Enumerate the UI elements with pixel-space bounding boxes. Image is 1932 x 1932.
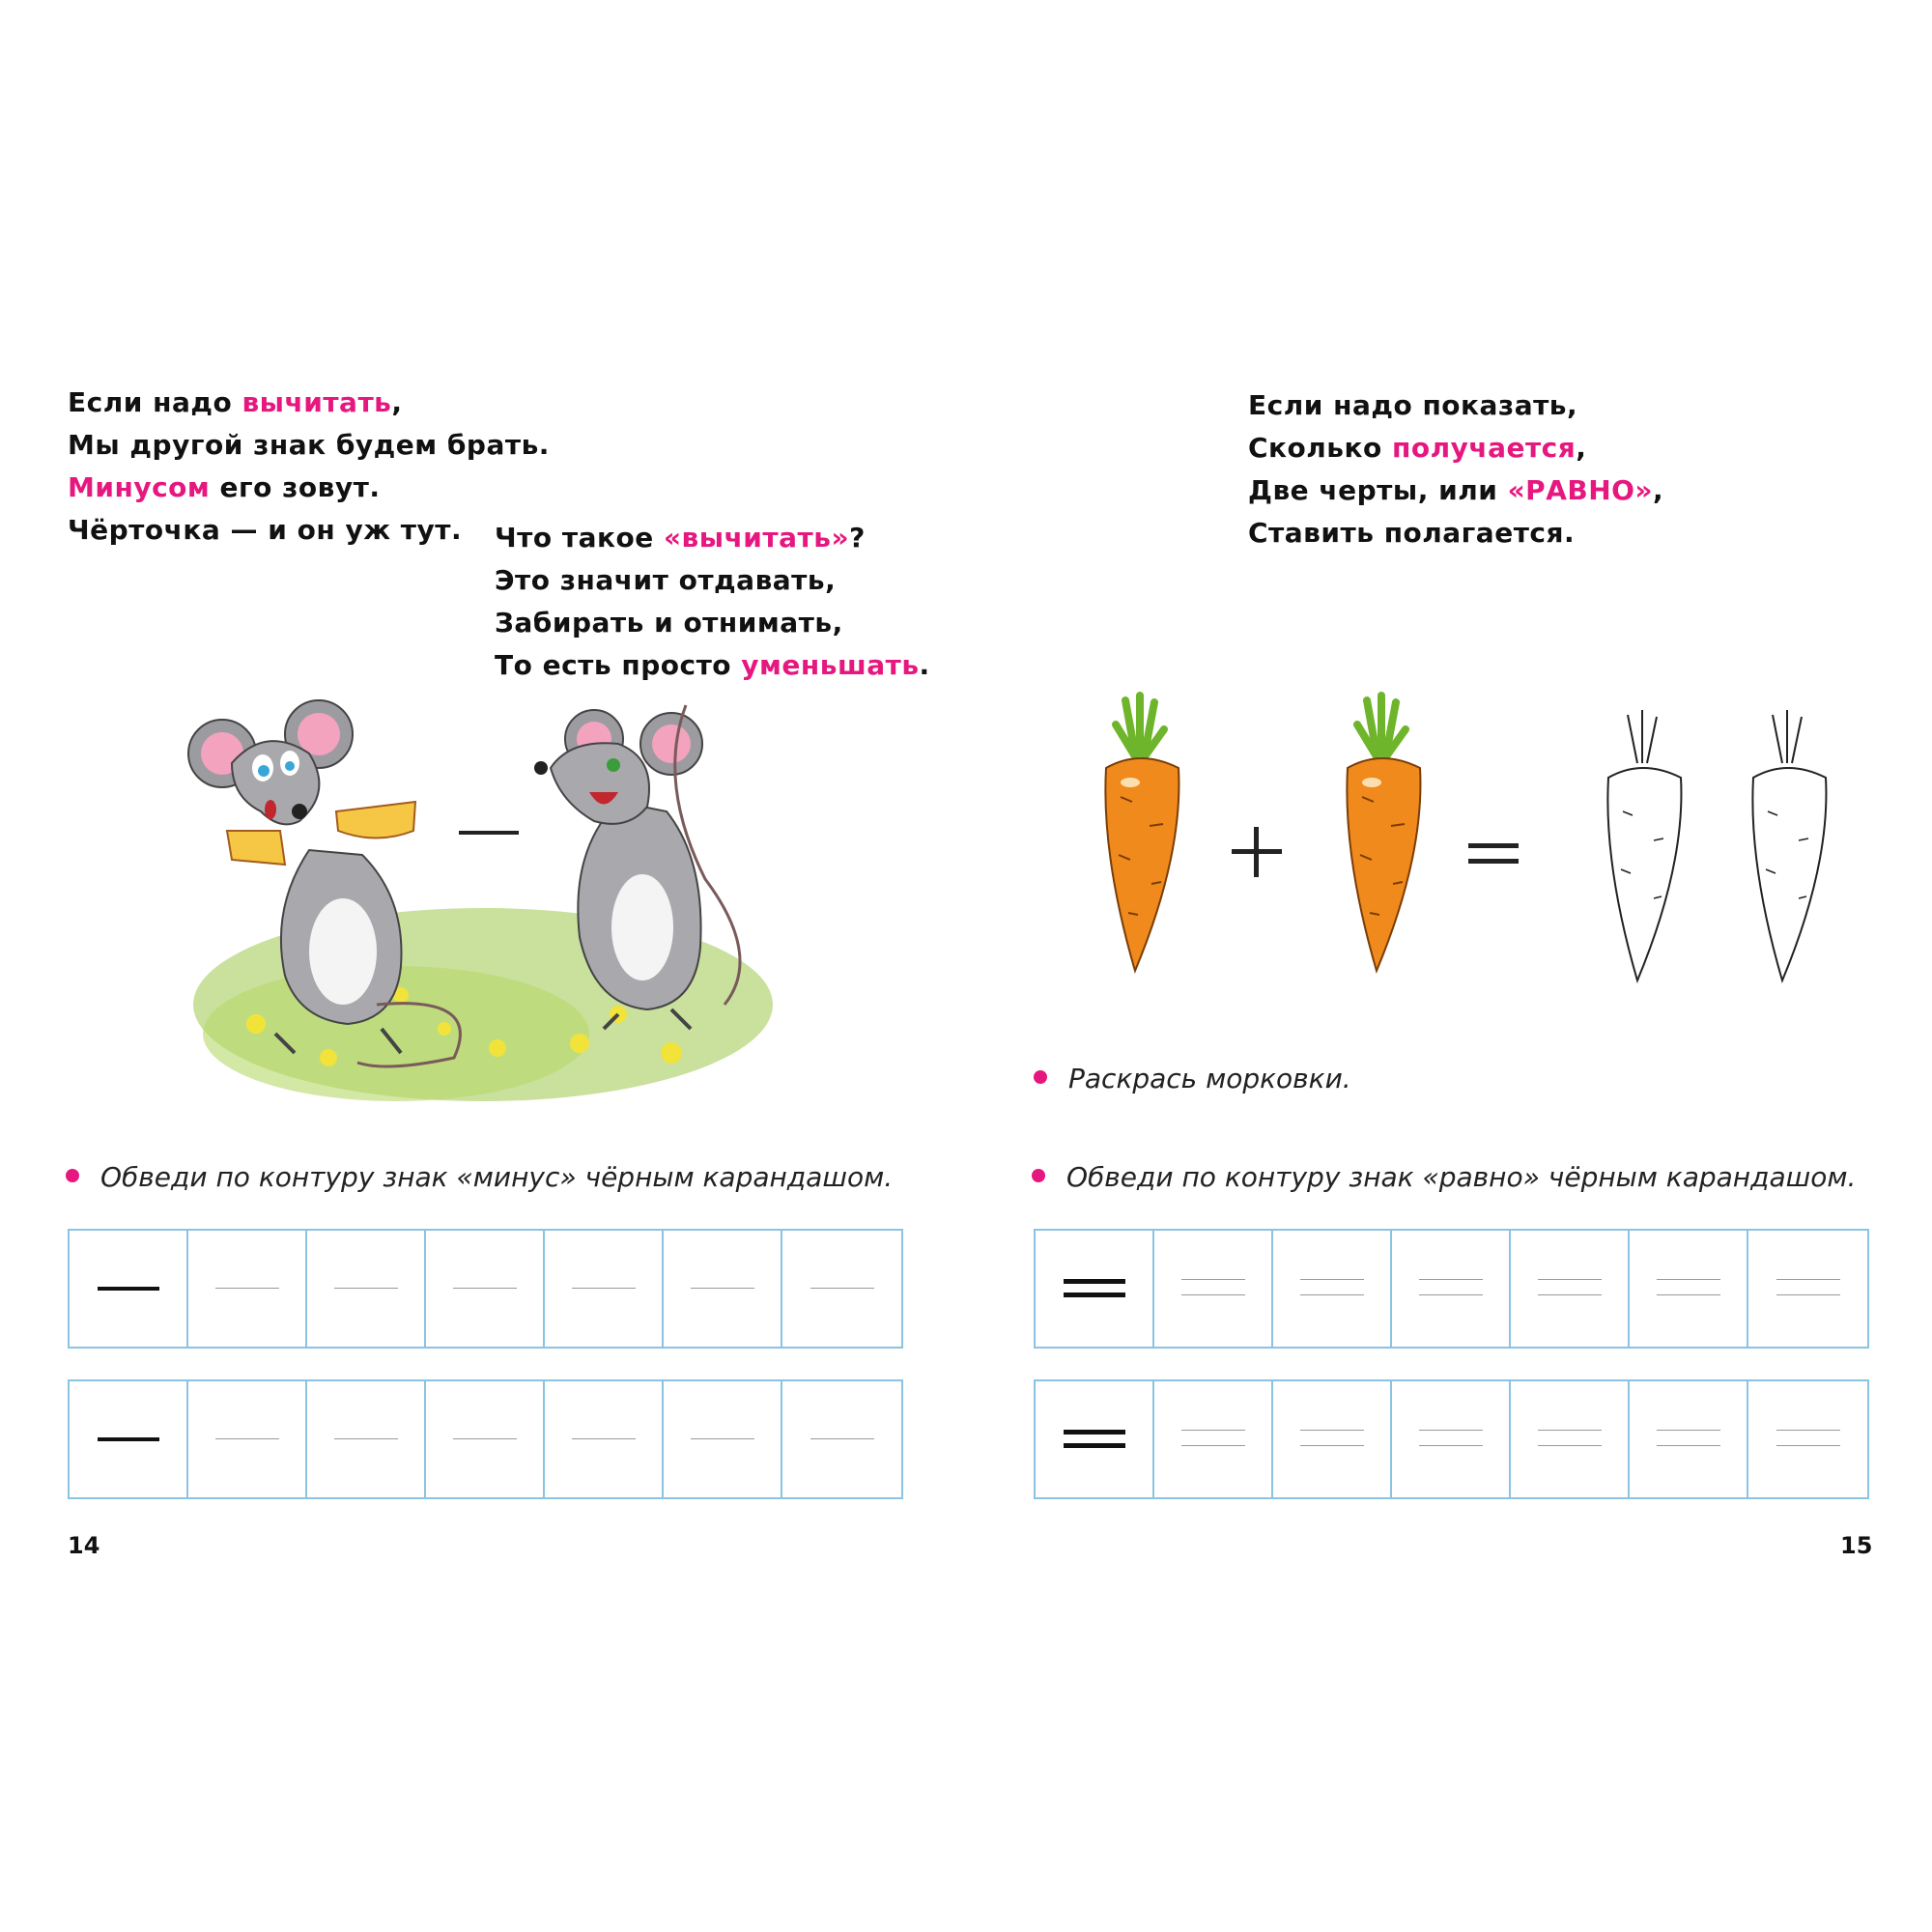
minus-sign-icon: [459, 831, 519, 835]
minus-trace-row-1: [68, 1229, 903, 1349]
trace-cell[interactable]: [545, 1381, 664, 1497]
poem-line: Это значит отдавать,: [495, 564, 837, 596]
carrot-icon: [1347, 696, 1420, 971]
equals-trace-guide: [1419, 1294, 1483, 1295]
minus-trace-guide: [215, 1288, 279, 1289]
minus-sign-icon: [98, 1437, 159, 1441]
bullet-icon: [1032, 1169, 1045, 1182]
left-poem-1: [68, 382, 550, 552]
poem-text: ?: [849, 522, 866, 554]
trace-cell[interactable]: [1392, 1381, 1511, 1497]
right-poem: [1248, 384, 1663, 554]
equals-trace-guide: [1657, 1294, 1720, 1295]
instruction-color: [1034, 1063, 1351, 1094]
minus-trace-guide: [691, 1288, 754, 1289]
bullet-icon: [66, 1169, 79, 1182]
trace-cell[interactable]: [1511, 1231, 1630, 1347]
mice-illustration: [164, 686, 802, 1111]
trace-cell-sample: [70, 1231, 188, 1347]
poem-text: ,: [1653, 474, 1664, 506]
equals-sign-icon: [1468, 843, 1519, 864]
equals-trace-guide: [1657, 1430, 1720, 1431]
trace-cell[interactable]: [664, 1381, 782, 1497]
trace-cell-sample: [1036, 1381, 1154, 1497]
page-number-left: 14: [68, 1532, 100, 1559]
trace-cell[interactable]: [1748, 1231, 1867, 1347]
trace-cell[interactable]: [545, 1231, 664, 1347]
poem-highlight: «вычитать»: [663, 522, 850, 554]
minus-sign-icon: [98, 1287, 159, 1291]
instruction-text: Обведи по контуру знак «равно» чёрным карандашом.: [1066, 1161, 1857, 1193]
poem-text: Если надо: [68, 386, 242, 418]
minus-trace-guide: [810, 1438, 874, 1439]
equals-trace-guide: [1419, 1279, 1483, 1280]
trace-cell[interactable]: [1630, 1381, 1748, 1497]
equals-trace-guide: [1776, 1430, 1840, 1431]
equals-sign-icon: [1064, 1279, 1125, 1284]
trace-cell[interactable]: [1392, 1231, 1511, 1347]
trace-cell[interactable]: [1748, 1381, 1867, 1497]
poem-highlight: Минусом: [68, 471, 211, 503]
trace-cell[interactable]: [1273, 1381, 1392, 1497]
equals-sign-icon: [1064, 1293, 1125, 1297]
equals-trace-guide: [1538, 1445, 1602, 1446]
minus-trace-row-2: [68, 1379, 903, 1499]
instruction-equals: [1032, 1161, 1856, 1193]
poem-line: Мы другой знак будем брать.: [68, 429, 550, 461]
equals-trace-guide: [1776, 1279, 1840, 1280]
equals-trace-guide: [1776, 1445, 1840, 1446]
trace-cell[interactable]: [1154, 1381, 1273, 1497]
minus-trace-guide: [810, 1288, 874, 1289]
equals-trace-guide: [1419, 1445, 1483, 1446]
trace-cell-sample: [70, 1381, 188, 1497]
equals-trace-guide: [1776, 1294, 1840, 1295]
trace-cell[interactable]: [188, 1231, 307, 1347]
trace-cell[interactable]: [1630, 1231, 1748, 1347]
equals-trace-guide: [1538, 1430, 1602, 1431]
equals-trace-guide: [1300, 1445, 1364, 1446]
equals-trace-row-2: [1034, 1379, 1869, 1499]
minus-trace-guide: [334, 1438, 398, 1439]
trace-cell[interactable]: [307, 1381, 426, 1497]
carrot-outline-icon: [1607, 710, 1681, 980]
trace-cell[interactable]: [426, 1381, 545, 1497]
poem-text: Сколько: [1248, 432, 1392, 464]
poem-text: его зовут.: [210, 471, 381, 503]
equals-trace-guide: [1181, 1445, 1245, 1446]
poem-highlight: вычитать: [242, 386, 392, 418]
instruction-text: Раскрась морковки.: [1068, 1063, 1351, 1094]
equals-trace-guide: [1538, 1279, 1602, 1280]
equals-trace-guide: [1300, 1430, 1364, 1431]
plus-sign-icon: [1232, 827, 1282, 877]
poem-text: Две черты, или: [1248, 474, 1508, 506]
equals-trace-guide: [1181, 1430, 1245, 1431]
minus-trace-guide: [334, 1288, 398, 1289]
trace-cell[interactable]: [782, 1231, 901, 1347]
poem-highlight: «РАВНО»: [1507, 474, 1654, 506]
equals-trace-guide: [1419, 1430, 1483, 1431]
poem-line: Чёрточка — и он уж тут.: [68, 514, 463, 546]
page-number-right: 15: [1840, 1532, 1873, 1559]
poem-text: ,: [391, 386, 403, 418]
equals-trace-guide: [1538, 1294, 1602, 1295]
bullet-icon: [1034, 1070, 1047, 1084]
equals-trace-guide: [1181, 1279, 1245, 1280]
equals-trace-guide: [1657, 1445, 1720, 1446]
instruction-text: Обведи по контуру знак «минус» чёрным карандашом.: [100, 1161, 894, 1193]
trace-cell[interactable]: [426, 1231, 545, 1347]
minus-trace-guide: [691, 1438, 754, 1439]
poem-line: Забирать и отнимать,: [495, 607, 843, 639]
minus-trace-guide: [453, 1438, 517, 1439]
trace-cell[interactable]: [782, 1381, 901, 1497]
trace-cell[interactable]: [1154, 1231, 1273, 1347]
minus-trace-guide: [572, 1438, 636, 1439]
equals-trace-guide: [1300, 1294, 1364, 1295]
trace-cell[interactable]: [1273, 1231, 1392, 1347]
trace-cell[interactable]: [664, 1231, 782, 1347]
equals-sign-icon: [1064, 1430, 1125, 1435]
instruction-minus: [66, 1161, 893, 1193]
poem-highlight: уменьшать: [741, 649, 920, 681]
trace-cell-sample: [1036, 1231, 1154, 1347]
poem-text: .: [919, 649, 930, 681]
trace-cell[interactable]: [1511, 1381, 1630, 1497]
minus-trace-guide: [215, 1438, 279, 1439]
minus-trace-guide: [453, 1288, 517, 1289]
carrot-icon: [1105, 696, 1179, 971]
equals-trace-guide: [1657, 1279, 1720, 1280]
trace-cell[interactable]: [188, 1381, 307, 1497]
minus-trace-guide: [572, 1288, 636, 1289]
carrot-equation: [1082, 691, 1835, 990]
equals-trace-guide: [1300, 1279, 1364, 1280]
equals-sign-icon: [1064, 1443, 1125, 1448]
poem-highlight: получается: [1392, 432, 1577, 464]
poem-text: ,: [1576, 432, 1587, 464]
equals-trace-guide: [1181, 1294, 1245, 1295]
equals-trace-row-1: [1034, 1229, 1869, 1349]
poem-line: Если надо показать,: [1248, 389, 1578, 421]
poem-text: То есть просто: [495, 649, 742, 681]
trace-cell[interactable]: [307, 1231, 426, 1347]
poem-line: Ставить полагается.: [1248, 517, 1576, 549]
left-poem-2: [495, 517, 930, 687]
carrot-outline-icon: [1752, 710, 1826, 980]
poem-text: Что такое: [495, 522, 664, 554]
